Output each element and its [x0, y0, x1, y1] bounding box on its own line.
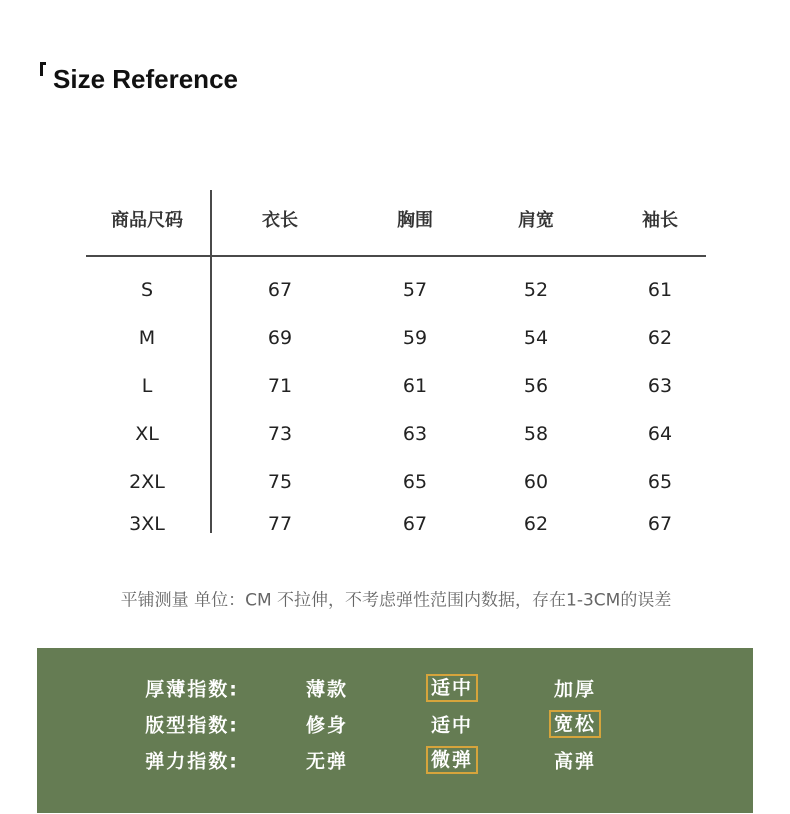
fabric-index-panel — [37, 648, 753, 813]
table-cell-shoulder: 62 — [523, 513, 549, 535]
fit-option: 修身 — [305, 714, 349, 737]
measurement-note: 平铺测量 单位：CM 不拉伸，不考虑弹性范围内数据，存在1-3CM的误差 — [120, 590, 672, 611]
table-cell-sleeve: 65 — [647, 471, 673, 493]
table-cell-chest: 63 — [402, 423, 428, 445]
fit-index-label: 版型指数: — [145, 714, 239, 737]
table-cell-length: 75 — [267, 471, 293, 493]
column-header-shoulder: 肩宽 — [518, 210, 554, 231]
elasticity-option-selected: 微弹 — [426, 746, 478, 774]
table-cell-shoulder: 58 — [523, 423, 549, 445]
table-vertical-divider — [210, 190, 212, 533]
size-label: XL — [135, 423, 159, 445]
table-cell-chest: 65 — [402, 471, 428, 493]
table-cell-length: 67 — [267, 279, 293, 301]
table-cell-length: 77 — [267, 513, 293, 535]
table-cell-chest: 57 — [402, 279, 428, 301]
table-cell-chest: 59 — [402, 327, 428, 349]
table-cell-shoulder: 56 — [523, 375, 549, 397]
table-cell-sleeve: 64 — [647, 423, 673, 445]
fit-option-selected: 宽松 — [549, 710, 601, 738]
size-label: S — [140, 279, 154, 301]
table-header-divider — [86, 255, 706, 257]
table-cell-sleeve: 67 — [647, 513, 673, 535]
elasticity-option: 高弹 — [553, 750, 597, 773]
size-label: M — [138, 327, 156, 349]
thickness-index-label: 厚薄指数: — [145, 678, 239, 701]
column-header-chest: 胸围 — [397, 210, 433, 231]
table-cell-chest: 67 — [402, 513, 428, 535]
table-cell-sleeve: 62 — [647, 327, 673, 349]
thickness-option: 加厚 — [553, 678, 597, 701]
elasticity-option: 无弹 — [305, 750, 349, 773]
table-cell-length: 73 — [267, 423, 293, 445]
table-cell-shoulder: 52 — [523, 279, 549, 301]
table-cell-shoulder: 60 — [523, 471, 549, 493]
table-cell-chest: 61 — [402, 375, 428, 397]
size-label: L — [141, 375, 153, 397]
table-cell-length: 71 — [267, 375, 293, 397]
thickness-option: 薄款 — [305, 678, 349, 701]
elasticity-index-label: 弹力指数: — [145, 750, 239, 773]
size-label: 2XL — [129, 471, 165, 493]
column-header-length: 衣长 — [262, 210, 298, 231]
table-cell-sleeve: 61 — [647, 279, 673, 301]
table-cell-shoulder: 54 — [523, 327, 549, 349]
size-label: 3XL — [129, 513, 165, 535]
column-header-size: 商品尺码 — [111, 210, 183, 231]
table-cell-sleeve: 63 — [647, 375, 673, 397]
column-header-sleeve: 袖长 — [642, 210, 678, 231]
fit-option: 适中 — [430, 714, 474, 737]
table-cell-length: 69 — [267, 327, 293, 349]
thickness-option-selected: 适中 — [426, 674, 478, 702]
page-title: Size Reference — [53, 64, 238, 94]
